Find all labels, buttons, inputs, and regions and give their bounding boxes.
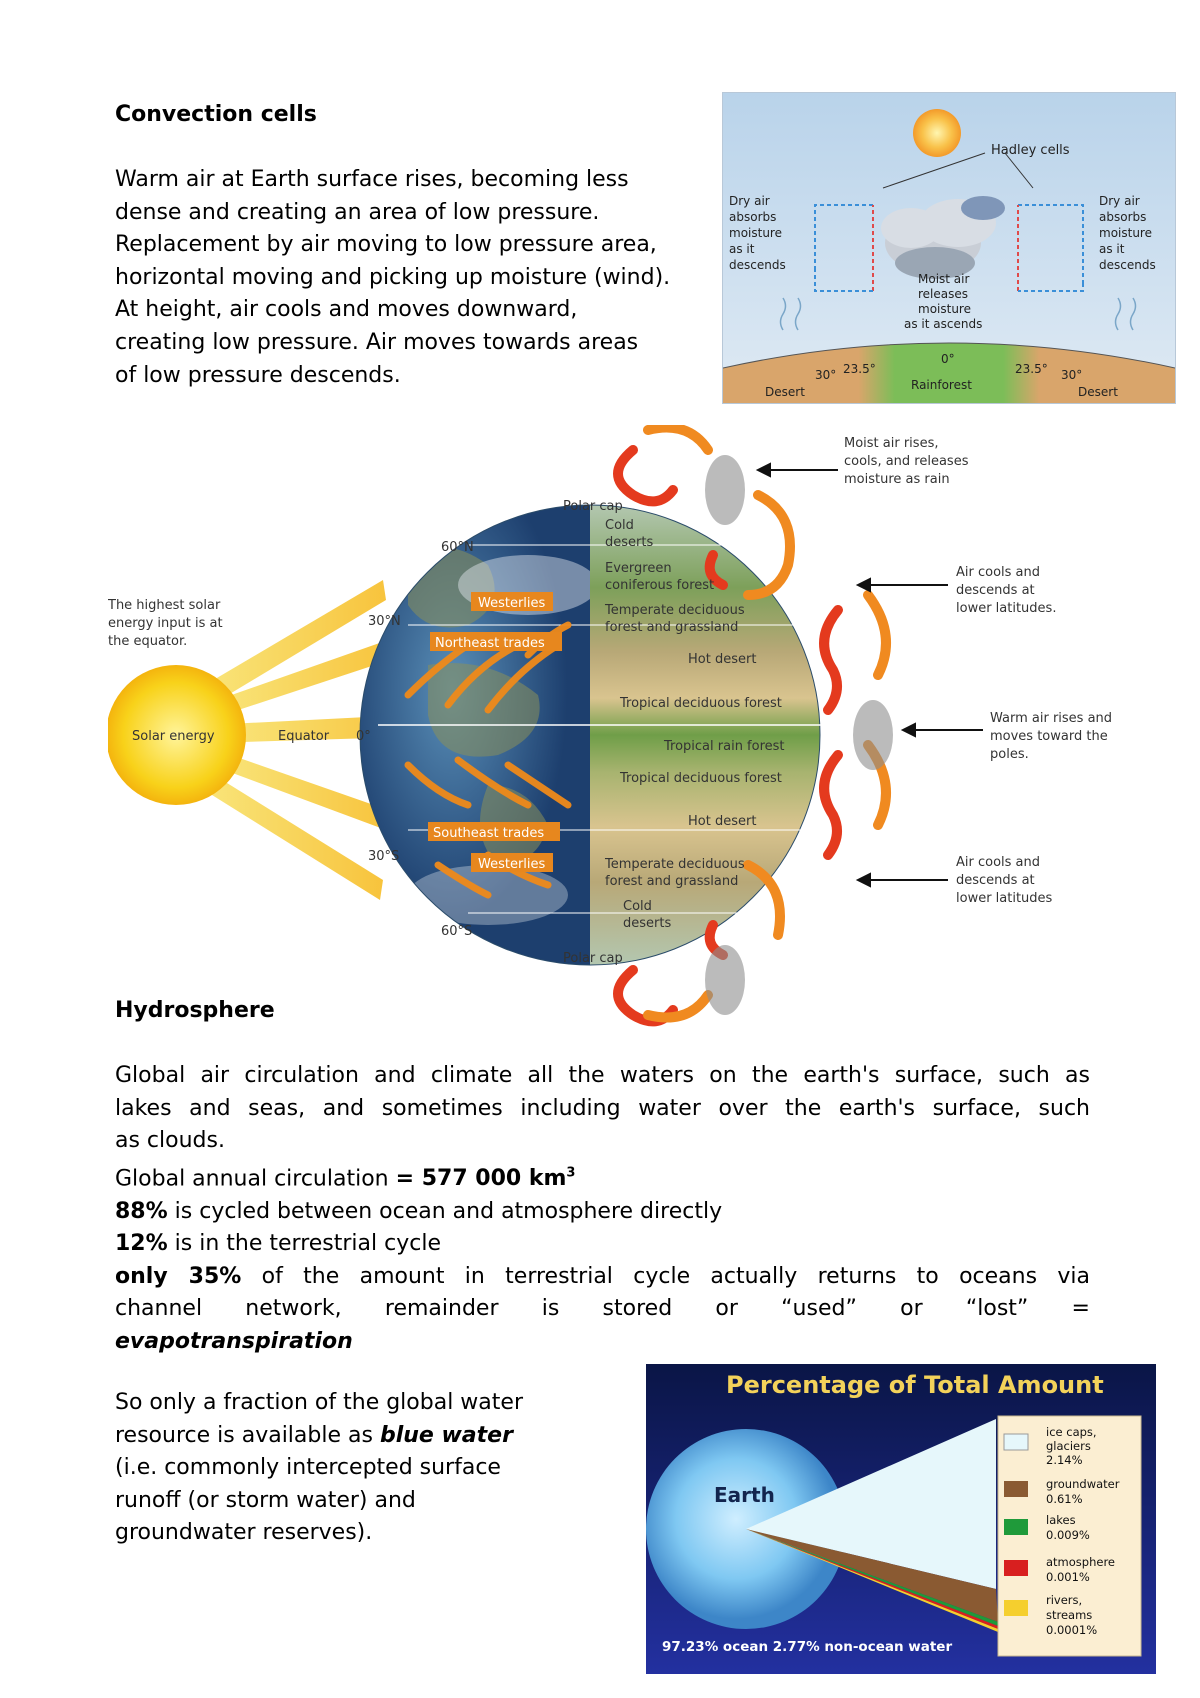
right-label-3: moisture bbox=[1099, 226, 1152, 240]
text-line: resource is available as blue water bbox=[115, 1422, 513, 1448]
biome-evergreen-1: Evergreen bbox=[605, 561, 672, 576]
lat-0: 0° bbox=[941, 352, 955, 366]
legend-swatch-rivers bbox=[1004, 1600, 1028, 1616]
moist-air-1: Moist air rises, bbox=[844, 436, 939, 451]
legend-atm-1: atmosphere bbox=[1046, 1555, 1115, 1569]
warm-air-3: poles. bbox=[990, 747, 1029, 762]
legend-rivers-3: 0.0001% bbox=[1046, 1623, 1098, 1637]
text-line: lakes and seas, and sometimes including water over the earth's surface, such bbox=[115, 1095, 1090, 1121]
warm-air-1: Warm air rises and bbox=[990, 711, 1113, 726]
earth-label: Earth bbox=[714, 1483, 775, 1507]
legend-ice-2: glaciers bbox=[1046, 1439, 1091, 1453]
evapotranspiration-line: evapotranspiration bbox=[115, 1329, 353, 1355]
warm-air-2: moves toward the bbox=[990, 729, 1108, 744]
sun-icon bbox=[913, 109, 961, 157]
pct-bottom-text: 97.23% ocean 2.77% non-ocean water bbox=[662, 1639, 953, 1655]
circulation-value: = 577 000 $km^3$ bbox=[395, 1165, 576, 1192]
polar-cap-top: Polar cap bbox=[563, 499, 623, 514]
legend-swatch-atmosphere bbox=[1004, 1560, 1028, 1576]
biome-hot-desert-n: Hot desert bbox=[688, 652, 757, 667]
left-label-4: as it bbox=[729, 242, 755, 256]
legend-ice-1: ice caps, bbox=[1046, 1425, 1097, 1439]
polar-cap-bottom: Polar cap bbox=[563, 951, 623, 966]
biome-temperate-s-1: Temperate deciduous bbox=[605, 857, 745, 872]
westerlies-n-label: Westerlies bbox=[478, 596, 546, 611]
center-label-4: as it ascends bbox=[904, 317, 983, 331]
left-label-2: absorbs bbox=[729, 210, 777, 224]
air-cools-n-1: Air cools and bbox=[956, 565, 1041, 580]
right-label-4: as it bbox=[1099, 242, 1125, 256]
text-line: Warm air at Earth surface rises, becoming less bbox=[115, 167, 629, 192]
legend-atm-2: 0.001% bbox=[1046, 1570, 1090, 1584]
left-label-5: descends bbox=[729, 258, 786, 272]
hadley-title: Hadley cells bbox=[991, 143, 1070, 158]
right-label-1: Dry air bbox=[1099, 194, 1140, 208]
text-line: creating low pressure. Air moves towards areas bbox=[115, 329, 639, 355]
biome-rain-forest: Tropical rain forest bbox=[664, 739, 785, 754]
biome-temperate-s-2: forest and grassland bbox=[605, 874, 739, 889]
solar-energy-label: Solar energy bbox=[132, 729, 215, 744]
legend-ice-3: 2.14% bbox=[1046, 1453, 1083, 1467]
air-cools-s-1: Air cools and bbox=[956, 855, 1041, 870]
equator-deg: 0° bbox=[356, 729, 371, 744]
blue-water-paragraph bbox=[115, 1387, 635, 1550]
biome-temperate-n-2: forest and grassland bbox=[605, 620, 739, 635]
left-label-3: moisture bbox=[729, 226, 782, 240]
text-line: So only a fraction of the global water bbox=[115, 1390, 523, 1415]
right-label-2: absorbs bbox=[1099, 210, 1147, 224]
right-label-5: descends bbox=[1099, 258, 1156, 272]
desert-right: Desert bbox=[1078, 385, 1118, 399]
legend-rivers-2: streams bbox=[1046, 1608, 1093, 1622]
lat-30s: 30°S bbox=[368, 849, 400, 864]
only35-line-2: channel network, remainder is stored or “used” or “lost” = bbox=[115, 1296, 1090, 1322]
biome-tropical-dec-s: Tropical deciduous forest bbox=[620, 771, 782, 786]
text-line: groundwater reserves). bbox=[115, 1520, 373, 1546]
biome-cold-n-2: deserts bbox=[605, 535, 654, 550]
se-trades-label: Southeast trades bbox=[433, 826, 545, 841]
desert-left: Desert bbox=[765, 385, 805, 399]
solar-note-2: energy input is at bbox=[108, 616, 223, 631]
biome-hot-desert-s: Hot desert bbox=[688, 814, 757, 829]
solar-note-1: The highest solar bbox=[108, 598, 221, 613]
solar-note-3: the equator. bbox=[108, 634, 188, 649]
text-line: as clouds. bbox=[115, 1128, 225, 1154]
text-line: horizontal moving and picking up moisture (wind). bbox=[115, 264, 671, 290]
center-label-3: moisture bbox=[918, 302, 971, 316]
circulation-line: Global annual circulation = 577 000 $km^3$ bbox=[115, 1165, 576, 1192]
hydrosphere-paragraph bbox=[115, 1060, 1090, 1359]
lat-235-left: 23.5° bbox=[843, 362, 876, 376]
text-line: Global air circulation and climate all the waters on the earth's surface, such as bbox=[115, 1063, 1090, 1088]
moist-air-2: cools, and releases bbox=[844, 454, 969, 469]
lat-30-left: 30° bbox=[815, 368, 837, 382]
text-line: At height, air cools and moves downward, bbox=[115, 297, 578, 323]
legend-lakes-1: lakes bbox=[1046, 1513, 1076, 1527]
equator-label: Equator bbox=[278, 729, 330, 744]
air-cools-n-3: lower latitudes. bbox=[956, 601, 1057, 616]
lat-235-right: 23.5° bbox=[1015, 362, 1048, 376]
legend-swatch-lakes bbox=[1004, 1519, 1028, 1535]
global-circulation-figure bbox=[108, 425, 1148, 1040]
legend-gw-1: groundwater bbox=[1046, 1477, 1120, 1491]
biome-cold-n-1: Cold bbox=[605, 518, 634, 533]
lat-60s: 60°S bbox=[441, 924, 473, 939]
text-line: dense and creating an area of low pressure. bbox=[115, 199, 600, 225]
percentage-total-figure bbox=[646, 1364, 1156, 1674]
legend-gw-2: 0.61% bbox=[1046, 1492, 1083, 1506]
hadley-cells-figure bbox=[722, 92, 1176, 404]
lat-30-right: 30° bbox=[1061, 368, 1083, 382]
air-cools-s-3: lower latitudes bbox=[956, 891, 1053, 906]
biome-cold-s-2: deserts bbox=[623, 916, 672, 931]
text-line: (i.e. commonly intercepted surface bbox=[115, 1455, 501, 1481]
ne-trades-label: Northeast trades bbox=[435, 636, 545, 651]
section-heading-convection: Convection cells bbox=[115, 102, 317, 127]
biome-cold-s-1: Cold bbox=[623, 899, 652, 914]
legend-lakes-2: 0.009% bbox=[1046, 1528, 1090, 1542]
legend-rivers-1: rivers, bbox=[1046, 1593, 1083, 1607]
center-label-1: Moist air bbox=[918, 272, 970, 286]
stat-12-line: 12% is in the terrestrial cycle bbox=[115, 1231, 441, 1257]
air-cools-n-2: descends at bbox=[956, 583, 1035, 598]
section-heading-hydrosphere: Hydrosphere bbox=[115, 998, 275, 1023]
center-label-2: releases bbox=[918, 287, 969, 301]
lat-60n: 60°N bbox=[441, 540, 474, 555]
stat-88-line: 88% is cycled between ocean and atmosphere directly bbox=[115, 1198, 723, 1224]
left-label-1: Dry air bbox=[729, 194, 770, 208]
lat-30n: 30°N bbox=[368, 614, 401, 629]
convection-paragraph bbox=[115, 164, 715, 392]
moist-air-3: moisture as rain bbox=[844, 472, 950, 487]
rainforest-label: Rainforest bbox=[911, 378, 972, 392]
westerlies-s-label: Westerlies bbox=[478, 857, 546, 872]
legend-swatch-groundwater bbox=[1004, 1481, 1028, 1497]
pct-title: Percentage of Total Amount bbox=[726, 1371, 1104, 1399]
air-cools-s-2: descends at bbox=[956, 873, 1035, 888]
text-line: runoff (or storm water) and bbox=[115, 1487, 416, 1513]
text-line: Replacement by air moving to low pressure area, bbox=[115, 232, 657, 258]
biome-tropical-dec-n: Tropical deciduous forest bbox=[620, 696, 782, 711]
biome-temperate-n-1: Temperate deciduous bbox=[605, 603, 745, 618]
biome-evergreen-2: coniferous forest bbox=[605, 578, 715, 593]
text-line: of low pressure descends. bbox=[115, 362, 401, 388]
legend-swatch-ice bbox=[1004, 1434, 1028, 1450]
only35-line: only 35% of the amount in terrestrial cycle actually returns to oceans via bbox=[115, 1263, 1090, 1289]
